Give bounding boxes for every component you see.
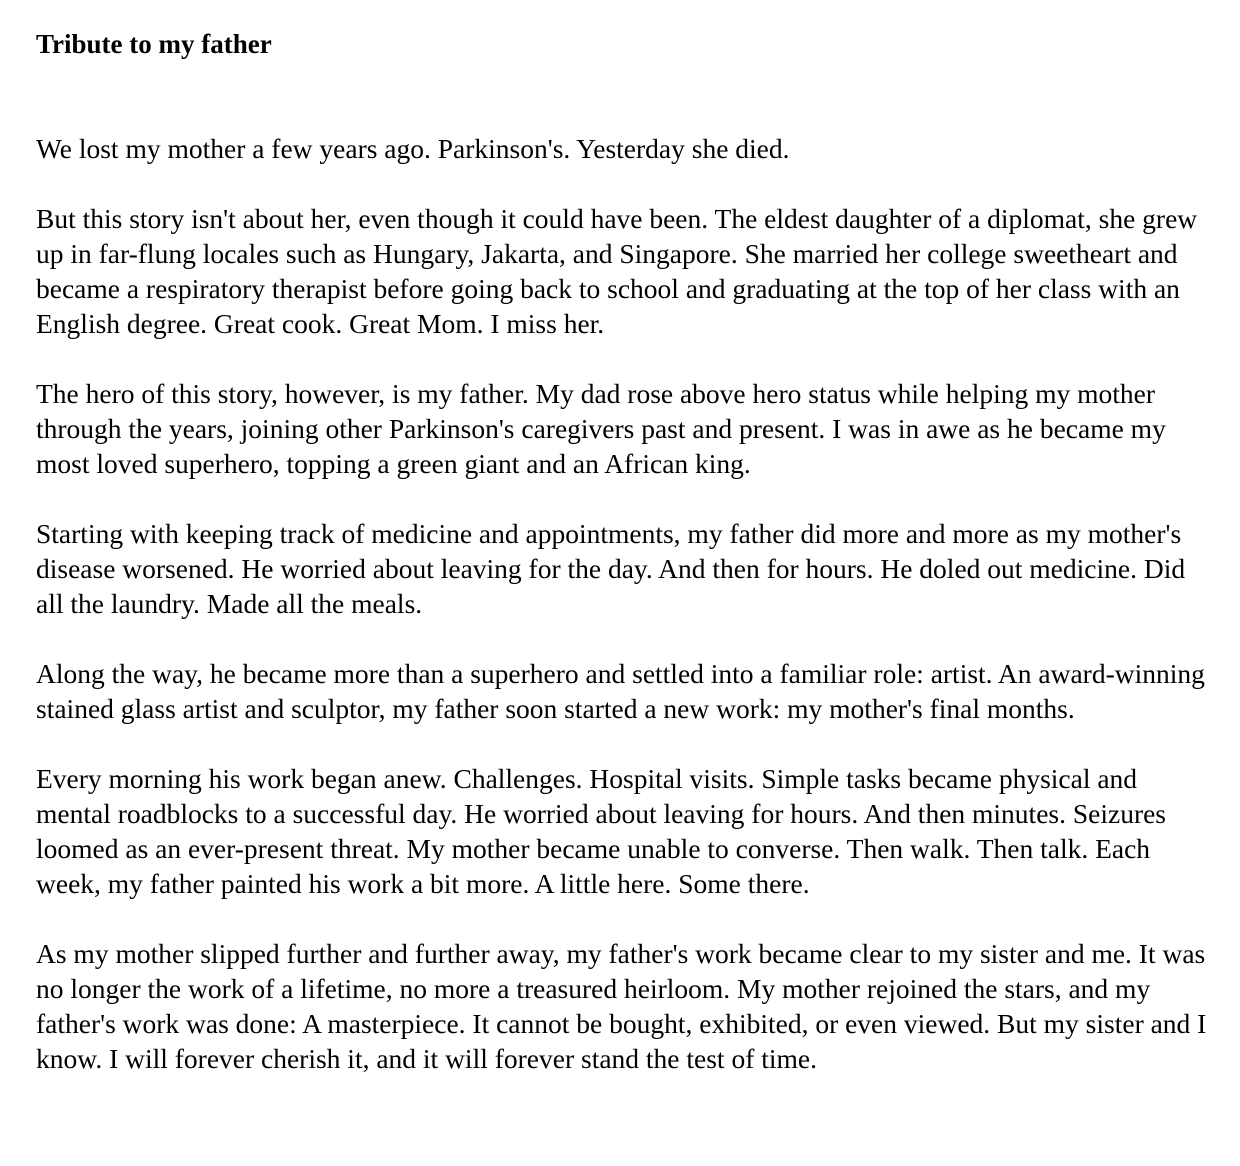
- paragraph-4: Starting with keeping track of medicine and appointments, my father did more and more as my mother's disease worsened. He worried about leaving for the day. And then for hours. He doled out medicine. Did all the laundry. Made all the meals.: [36, 518, 1186, 619]
- paragraph-5: Along the way, he became more than a superhero and settled into a familiar role: artist. An award-winning stained glass artist and sculptor, my father soon started a new work: my mother's final months.: [36, 658, 1205, 724]
- story-body: [36, 131, 1210, 1076]
- paragraph-1: We lost my mother a few years ago. Parkinson's. Yesterday she died.: [36, 133, 790, 164]
- paragraph-2: But this story isn't about her, even though it could have been. The eldest daughter of a diplomat, she grew up in far-flung locales such as Hungary, Jakarta, and Singapore. She married her college sweetheart and became a respiratory therapist before going back to school and graduating at the top of her class with an English degree. Great cook. Great Mom. I miss her.: [36, 203, 1198, 339]
- paragraph-6: Every morning his work began anew. Challenges. Hospital visits. Simple tasks became physical and mental roadblocks to a successful day. He worried about leaving for hours. And then minutes. Seizures loomed as an ever-present threat. My mother became unable to converse. Then walk. Then talk. Each week, my father painted his work a bit more. A little here. Some there.: [36, 763, 1167, 899]
- page-title: Tribute to my father: [36, 29, 272, 59]
- paragraph-3: The hero of this story, however, is my father. My dad rose above hero status while helping my mother through the years, joining other Parkinson's caregivers past and present. I was in awe as he became my most loved superhero, topping a green giant and an African king.: [36, 378, 1166, 479]
- paragraph-7: As my mother slipped further and further away, my father's work became clear to my sister and me. It was no longer the work of a lifetime, no more a treasured heirloom. My mother rejoined the stars, and my father's work was done: A masterpiece. It cannot be bought, exhibited, or even viewed. But my sister and I know. I will forever cherish it, and it will forever stand the test of time.: [36, 938, 1207, 1074]
